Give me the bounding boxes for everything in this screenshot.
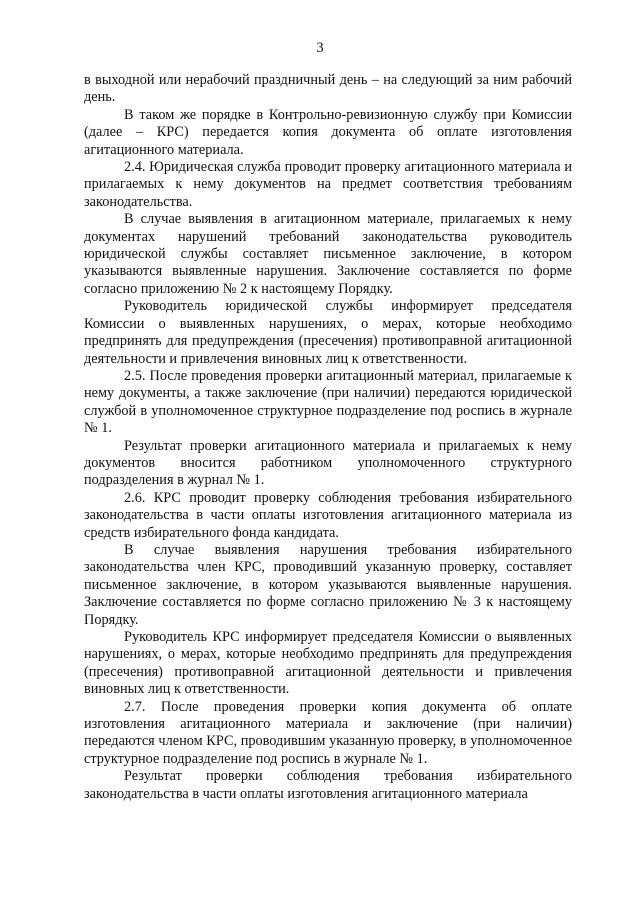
page-number: 3	[316, 40, 324, 56]
paragraph-continuation: в выходной или нерабочий праздничный день – на следующий за ним рабочий день.	[84, 72, 572, 106]
paragraph-krs-copy: В таком же порядке в Контрольно-ревизионную службу при Комиссии (далее – КРС) передается копия документа об оплате изготовления агитационного материала.	[84, 106, 572, 158]
paragraph-2-5: 2.5. После проведения проверки агитационный материал, прилагаемые к нему документы, а также заключение (при наличии) передаются юридической службой в уполномоченное структурное подразделение под роспись в журнале № 1.	[84, 367, 572, 437]
paragraph-2-4: 2.4. Юридическая служба проводит проверку агитационного материала и прилагаемых к нему документов на предмет соответствия требованиям законодательства.	[84, 159, 572, 210]
paragraph-legal-inform: Руководитель юридической службы информирует председателя Комиссии о выявленных нарушениях, о мерах, которые необходимо предпринять для предупреждения (пресечения) противоправной агитационной деятельности и привлечения виновных лиц к ответственности.	[84, 298, 572, 367]
paragraph-krs-inform: Руководитель КРС информирует председателя Комиссии о выявленных нарушениях, о мерах, которые необходимо предпринять для предупреждения (пресечения) противоправной агитационной деятельности и привлечения виновных лиц к ответственности.	[84, 629, 572, 698]
paragraph-krs-conclusion: В случае выявления нарушения требования избирательного законодательства член КРС, проводивший указанную проверку, составляет письменное заключение, в котором указываются выявленные нарушения. Заключение составляется по форме согласно приложению № 3 к настоящему Порядку.	[84, 541, 572, 628]
paragraph-krs-result: Результат проверки соблюдения требования избирательного законодательства в части оплаты изготовления агитационного материала	[84, 768, 572, 802]
paragraph-2-7: 2.7. После проведения проверки копия документа об оплате изготовления агитационного материала и заключение (при наличии) передаются членом КРС, проводившим указанную проверку, в уполномоченное структурное подразделение под роспись в журнале № 1.	[84, 698, 572, 767]
document-body	[84, 72, 572, 803]
paragraph-legal-conclusion: В случае выявления в агитационном материале, прилагаемых к нему документах нарушений требований законодательства руководитель юридической службы составляет письменное заключение, в котором указываются выявленные нарушения. Заключение составляется по форме согласно приложению № 2 к настоящему Порядку.	[84, 211, 572, 297]
paragraph-result-journal: Результат проверки агитационного материала и прилагаемых к нему документов вносится работником уполномоченного структурного подразделения в журнал № 1.	[84, 437, 572, 489]
paragraph-2-6: 2.6. КРС проводит проверку соблюдения требования избирательного законодательства в части оплаты изготовления агитационного материала из средств избирательного фонда кандидата.	[84, 489, 572, 541]
